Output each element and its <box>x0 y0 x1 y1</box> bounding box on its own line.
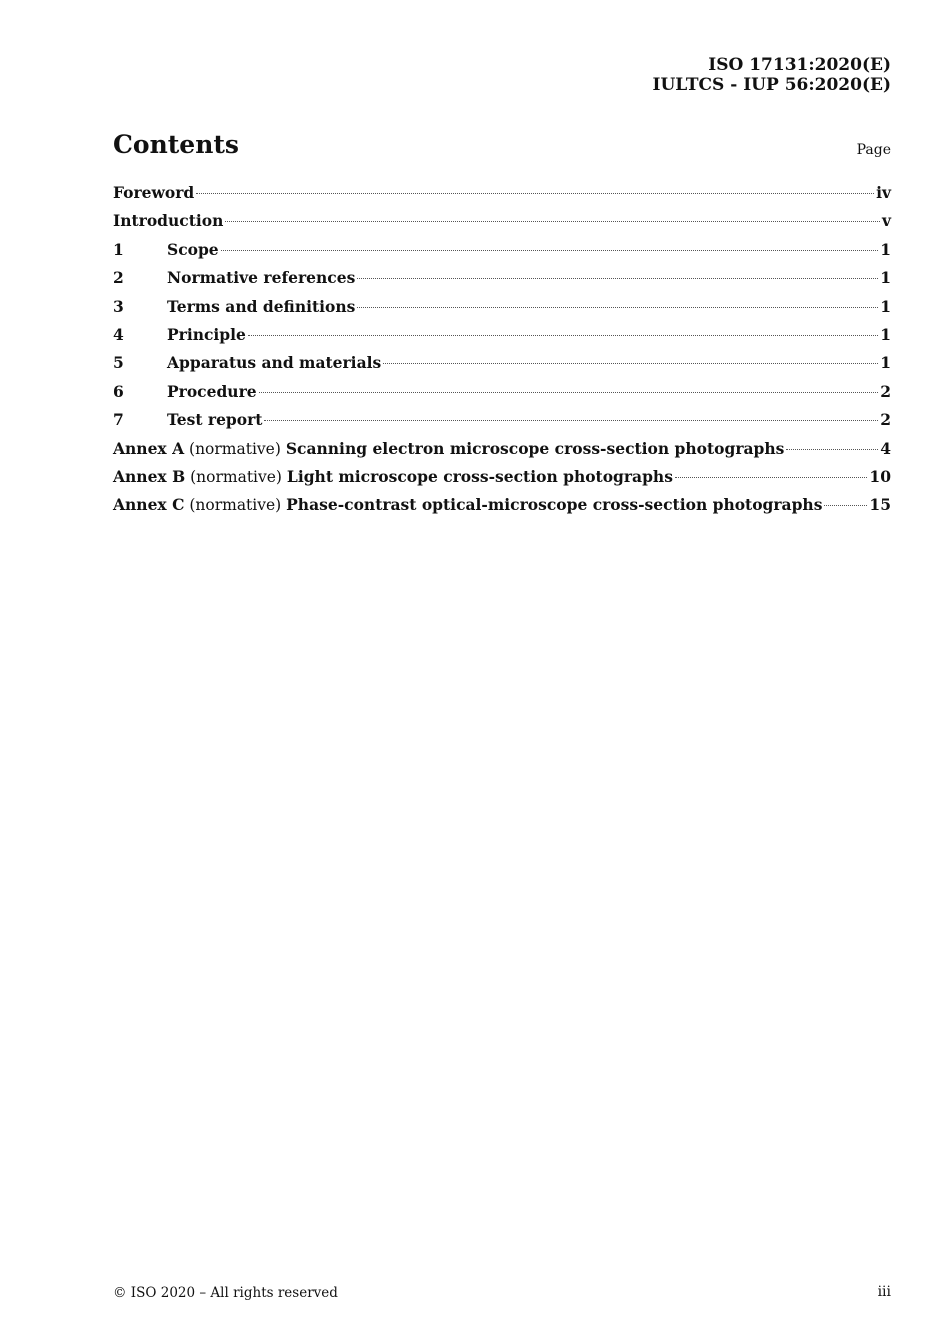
toc-entry[interactable] <box>113 297 891 325</box>
toc-entry-number: 4 <box>113 324 124 344</box>
page-column-label: Page <box>856 142 891 158</box>
toc-dot-leader <box>824 505 867 506</box>
toc-entry-title: Foreword <box>113 183 195 202</box>
toc-entry[interactable] <box>113 495 891 523</box>
toc-entry-number: 6 <box>113 381 124 401</box>
toc-annex-status: (normative) <box>189 496 282 515</box>
toc-entry[interactable] <box>113 439 891 467</box>
toc-dot-leader <box>225 221 880 222</box>
toc-entry-page: 2 <box>880 410 891 430</box>
toc-entry-page: 10 <box>869 466 891 486</box>
toc-entry[interactable] <box>113 353 891 381</box>
toc-entry-title: Scanning electron microscope cross-section photographs <box>285 438 785 458</box>
toc-dot-leader <box>248 335 878 336</box>
toc-entry-page: v <box>881 211 891 231</box>
toc-entry-page: iv <box>876 183 891 202</box>
toc-dot-leader <box>264 420 878 421</box>
toc-entry-number: 3 <box>113 296 124 316</box>
toc-entry-number: 5 <box>113 353 124 373</box>
toc-entry-title: Apparatus and materials <box>167 353 382 373</box>
toc-entry-title: Scope <box>167 239 219 259</box>
toc-entry[interactable] <box>113 183 891 211</box>
footer-page-number: iii <box>877 1284 891 1300</box>
toc-entry-title: Normative references <box>167 268 356 288</box>
document-header <box>653 55 891 95</box>
toc-entry[interactable] <box>113 268 891 296</box>
toc-entry-title: Test report <box>167 410 263 430</box>
toc-entry-title: Phase-contrast optical-microscope cross-section photographs <box>286 495 823 515</box>
footer-copyright: © ISO 2020 – All rights reserved <box>113 1285 338 1301</box>
page-title: Contents <box>113 130 240 159</box>
toc-dot-leader <box>675 477 867 478</box>
toc-dot-leader <box>196 193 874 194</box>
toc-entry[interactable] <box>113 410 891 438</box>
toc-entry-page: 4 <box>880 438 891 458</box>
toc-annex-status: (normative) <box>190 467 282 486</box>
toc-entry-title: Light microscope cross-section photographs <box>286 466 673 486</box>
toc-entry-page: 1 <box>880 324 891 344</box>
toc-entry-page: 1 <box>880 296 891 316</box>
toc-entry-title: Introduction <box>113 211 224 231</box>
toc-entry-page: 1 <box>880 353 891 373</box>
toc-dot-leader <box>259 392 879 393</box>
toc-entry-page: 1 <box>880 268 891 288</box>
toc-entry[interactable] <box>113 382 891 410</box>
toc-annex-status: (normative) <box>189 439 281 458</box>
toc-entry[interactable] <box>113 325 891 353</box>
toc-annex-label: Annex A <box>113 438 185 458</box>
toc-entry-number: 7 <box>113 410 124 430</box>
toc-dot-leader <box>383 363 878 364</box>
header-iultcs-id: IULTCS - IUP 56:2020(E) <box>652 75 891 95</box>
toc-entry-page: 2 <box>880 381 891 401</box>
toc-entry-title: Principle <box>167 324 246 344</box>
toc-entry-number: 1 <box>113 239 124 259</box>
toc-entry-title: Terms and definitions <box>167 296 356 316</box>
toc-entry-page: 15 <box>869 495 891 515</box>
toc-annex-label: Annex B <box>113 466 186 486</box>
toc-dot-leader <box>221 250 879 251</box>
toc-annex-label: Annex C <box>113 495 185 515</box>
toc-entry[interactable] <box>113 211 891 239</box>
toc-entry-title: Procedure <box>167 381 257 401</box>
toc-entry-page: 1 <box>880 239 891 259</box>
toc-entry[interactable] <box>113 240 891 268</box>
toc-entry[interactable] <box>113 467 891 495</box>
toc-dot-leader <box>357 278 878 279</box>
header-standard-id: ISO 17131:2020(E) <box>708 55 891 75</box>
toc-dot-leader <box>357 307 878 308</box>
toc-dot-leader <box>786 449 878 450</box>
toc-entry-number: 2 <box>113 268 124 288</box>
table-of-contents <box>113 183 891 524</box>
